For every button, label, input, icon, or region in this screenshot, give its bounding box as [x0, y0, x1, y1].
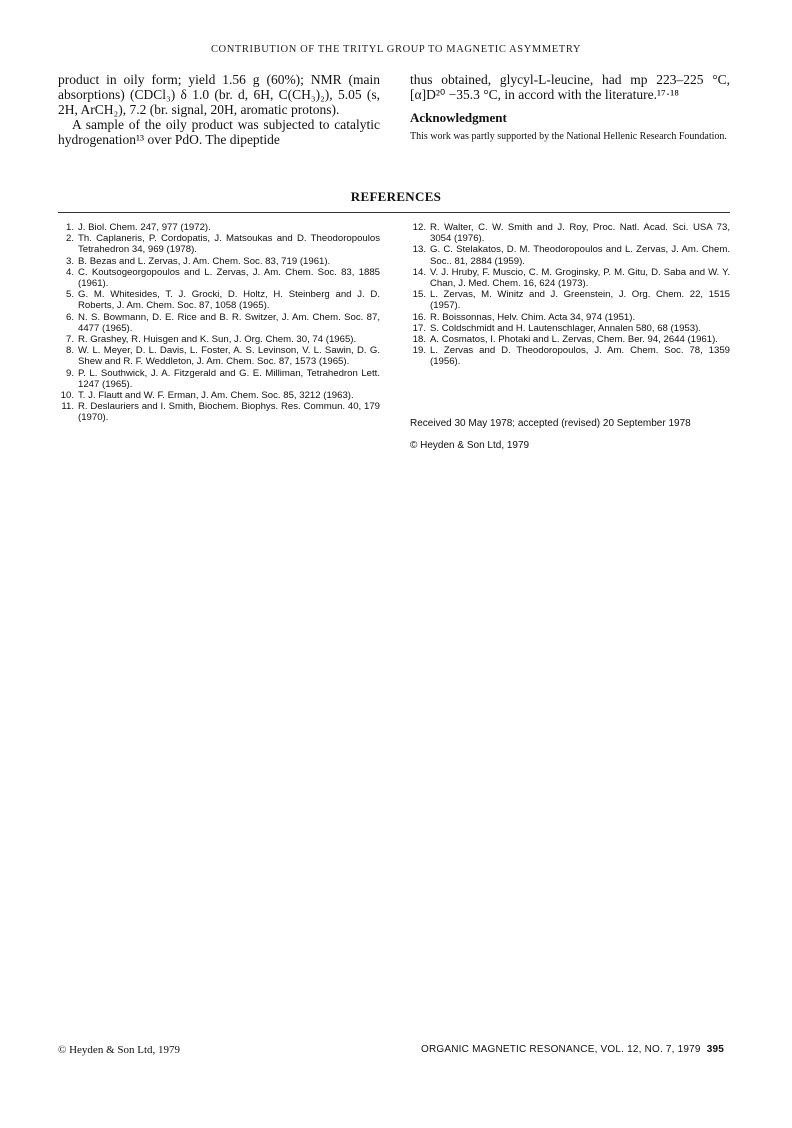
reference-item	[58, 222, 380, 233]
reference-number: 9.	[65, 367, 74, 379]
reference-text: S. Coldschmidt and H. Lautenschlager, Annalen 580, 68 (1953).	[430, 322, 701, 334]
reference-text: A. Cosmatos, I. Photaki and L. Zervas, Chem. Ber. 94, 2644 (1961).	[430, 334, 718, 346]
reference-item	[410, 345, 730, 367]
references-list-left	[58, 222, 380, 424]
reference-number: 1.	[65, 222, 74, 233]
reference-text: G. C. Stelakatos, D. M. Theodoropoulos and L. Zervas, J. Am. Chem. Soc.. 81, 2884 (1959).	[430, 244, 730, 267]
reference-text: B. Bezas and L. Zervas, J. Am. Chem. Soc. 83, 719 (1961).	[78, 255, 331, 267]
reference-number: 8.	[65, 345, 74, 357]
reference-item	[410, 323, 730, 334]
reference-number: 16.	[412, 311, 426, 323]
body-paragraph: product in oily form; yield 1.56 g (60%); NMR (main absorptions) (CDCl₃) δ 1.0 (br. d, 6H, C(CH₃)₂), 5.05 (s, 2H, ArCH₂), 7.2 (br. signal, 20H, aromatic protons).	[58, 72, 380, 117]
section-divider	[58, 212, 730, 213]
acknowledgment-heading: Acknowledgment	[410, 110, 507, 125]
acknowledgment-text: This work was partly supported by the National Hellenic Research Foundation.	[410, 131, 727, 142]
running-title: CONTRIBUTION OF THE TRITYL GROUP TO MAGNETIC ASYMMETRY	[210, 44, 582, 55]
reference-number: 7.	[65, 334, 74, 346]
reference-text: P. L. Southwick, J. A. Fitzgerald and G. E. Milliman, Tetrahedron Lett. 1247 (1965).	[78, 367, 380, 390]
reference-item	[58, 289, 380, 311]
reference-item	[410, 222, 730, 244]
reference-item	[58, 368, 380, 390]
reference-item	[410, 289, 730, 311]
reference-number: 19.	[412, 345, 426, 357]
reference-item	[58, 345, 380, 367]
reference-text: R. Walter, C. W. Smith and J. Roy, Proc. Natl. Acad. Sci. USA 73, 3054 (1976).	[430, 222, 730, 245]
reference-item	[58, 401, 380, 423]
references-list-right	[410, 222, 730, 368]
reference-number: 14.	[412, 266, 426, 278]
reference-text: J. Biol. Chem. 247, 977 (1972).	[78, 222, 211, 233]
reference-text: W. L. Meyer, D. L. Davis, L. Foster, A. S. Levinson, V. L. Sawin, D. G. Shew and R. F. Weddleton, J. Am. Chem. Soc. 87, 1573 (1965).	[78, 345, 380, 368]
reference-number: 13.	[412, 244, 426, 256]
reference-text: L. Zervas and D. Theodoropoulos, J. Am. Chem. Soc. 78, 1359 (1956).	[430, 345, 730, 368]
reference-item	[58, 267, 380, 289]
reference-text: N. S. Bowmann, D. E. Rice and B. R. Switzer, J. Am. Chem. Soc. 87, 4477 (1965).	[78, 311, 380, 334]
reference-number: 3.	[65, 255, 74, 267]
reference-number: 2.	[65, 233, 74, 245]
footer-journal-info	[421, 1044, 724, 1055]
reference-number: 18.	[412, 334, 426, 346]
reference-number: 4.	[65, 266, 74, 278]
reference-number: 17.	[412, 322, 426, 334]
body-right-column	[410, 72, 730, 143]
reference-number: 5.	[65, 289, 74, 301]
received-dates: Received 30 May 1978; accepted (revised) 20 September 1978	[410, 418, 691, 429]
reference-item	[410, 312, 730, 323]
journal-citation: ORGANIC MAGNETIC RESONANCE, VOL. 12, NO. 7, 1979	[421, 1044, 701, 1055]
reference-item	[410, 267, 730, 289]
reference-text: Th. Caplaneris, P. Cordopatis, J. Matsoukas and D. Theodoropoulos Tetrahedron 34, 969 (1978).	[78, 233, 380, 256]
reference-item	[58, 390, 380, 401]
reference-text: R. Grashey, R. Huisgen and K. Sun, J. Org. Chem. 30, 74 (1965).	[78, 334, 357, 346]
reference-item	[58, 233, 380, 255]
reference-text: T. J. Flautt and W. F. Erman, J. Am. Chem. Soc. 85, 3212 (1963).	[78, 390, 354, 402]
reference-text: G. M. Whitesides, T. J. Grocki, D. Holtz, H. Steinberg and J. D. Roberts, J. Am. Chem. Soc. 87, 1058 (1965).	[78, 289, 380, 312]
references-heading: REFERENCES	[350, 189, 442, 204]
reference-text: R. Deslauriers and I. Smith, Biochem. Biophys. Res. Commun. 40, 179 (1970).	[78, 401, 380, 424]
reference-number: 12.	[412, 222, 426, 233]
reference-item	[58, 312, 380, 334]
reference-item	[410, 244, 730, 266]
reference-number: 6.	[65, 311, 74, 323]
body-paragraph: A sample of the oily product was subjected to catalytic hydrogenation¹³ over PdO. The dipeptide	[58, 117, 380, 147]
reference-number: 11.	[61, 401, 74, 413]
reference-number: 15.	[412, 289, 426, 301]
reference-text: L. Zervas, M. Winitz and J. Greenstein, J. Org. Chem. 22, 1515 (1957).	[430, 289, 730, 312]
reference-text: V. J. Hruby, F. Muscio, C. M. Groginsky, P. M. Gitu, D. Saba and W. Y. Chan, J. Med. Chem. 16, 624 (1973).	[430, 266, 730, 290]
reference-item	[58, 334, 380, 345]
footer-copyright: © Heyden & Son Ltd, 1979	[58, 1044, 181, 1056]
reference-text: R. Boissonnas, Helv. Chim. Acta 34, 974 (1951).	[430, 311, 636, 323]
body-left-column	[58, 72, 380, 147]
body-paragraph: thus obtained, glycyl-L-leucine, had mp 223–225 °C, [α]D²⁰ −35.3 °C, in accord with the literature.¹⁷·¹⁸	[410, 72, 730, 102]
reference-number: 10.	[60, 390, 74, 402]
reference-text: C. Koutsogeorgopoulos and L. Zervas, J. Am. Chem. Soc. 83, 1885 (1961).	[78, 266, 380, 290]
reference-item	[58, 256, 380, 267]
reference-item	[410, 334, 730, 345]
copyright-notice: © Heyden & Son Ltd, 1979	[410, 440, 530, 451]
page-number: 395	[706, 1044, 724, 1055]
